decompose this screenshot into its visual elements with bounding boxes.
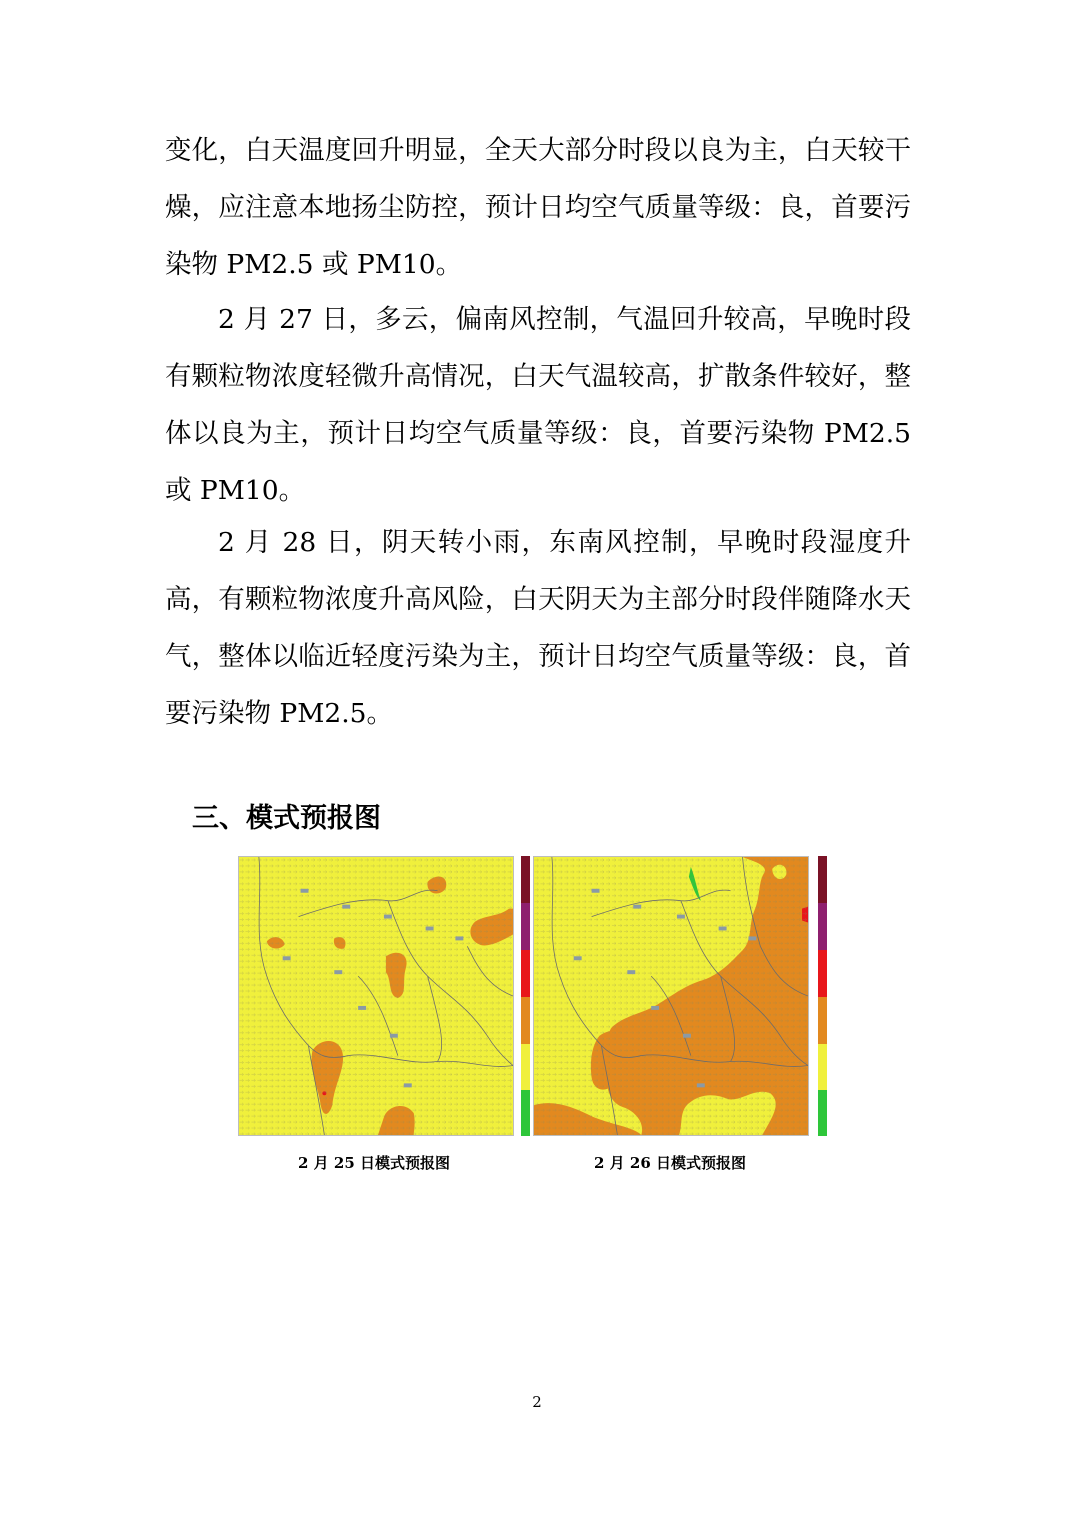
scale-hazardous	[521, 856, 530, 903]
scale-good	[818, 1044, 827, 1090]
scale-unhealthy	[521, 950, 530, 997]
scale-excellent	[521, 1090, 530, 1136]
scale-very-unhealthy	[818, 903, 827, 950]
page-number: 2	[532, 1393, 542, 1411]
forecast-map-feb25	[238, 856, 514, 1136]
scale-very-unhealthy	[521, 903, 530, 950]
section-heading: 三、模式预报图	[192, 803, 381, 834]
scale-unhealthy	[818, 950, 827, 997]
scale-excellent	[818, 1090, 827, 1136]
paragraph-2: 2 月 27 日，多云，偏南风控制，气温回升较高，早晚时段有颗粒物浓度轻微升高情况，白天气温较高，扩散条件较好，整体以良为主，预计日均空气质量等级：良，首要污染物 PM2.5 或 PM10。	[165, 304, 911, 506]
forecast-map-feb26	[533, 856, 809, 1136]
aqi-scale-bar	[521, 856, 530, 1136]
paragraph-1: 变化，白天温度回升明显，全天大部分时段以良为主，白天较干燥，应注意本地扬尘防控，预计日均空气质量等级：良，首要污染物 PM2.5 或 PM10。	[165, 135, 911, 280]
scale-hazardous	[818, 856, 827, 903]
aqi-scale-bar	[818, 856, 827, 1136]
figure-caption-feb26: 2 月 26 日模式预报图	[594, 1154, 746, 1172]
scale-moderate	[521, 997, 530, 1044]
figure-caption-feb25: 2 月 25 日模式预报图	[298, 1154, 450, 1172]
scale-good	[521, 1044, 530, 1090]
scale-moderate	[818, 997, 827, 1044]
paragraph-3: 2 月 28 日，阴天转小雨，东南风控制，早晚时段湿度升高，有颗粒物浓度升高风险，白天阴天为主部分时段伴随降水天气，整体以临近轻度污染为主，预计日均空气质量等级：良，首要污染物 PM2.5。	[165, 527, 911, 729]
